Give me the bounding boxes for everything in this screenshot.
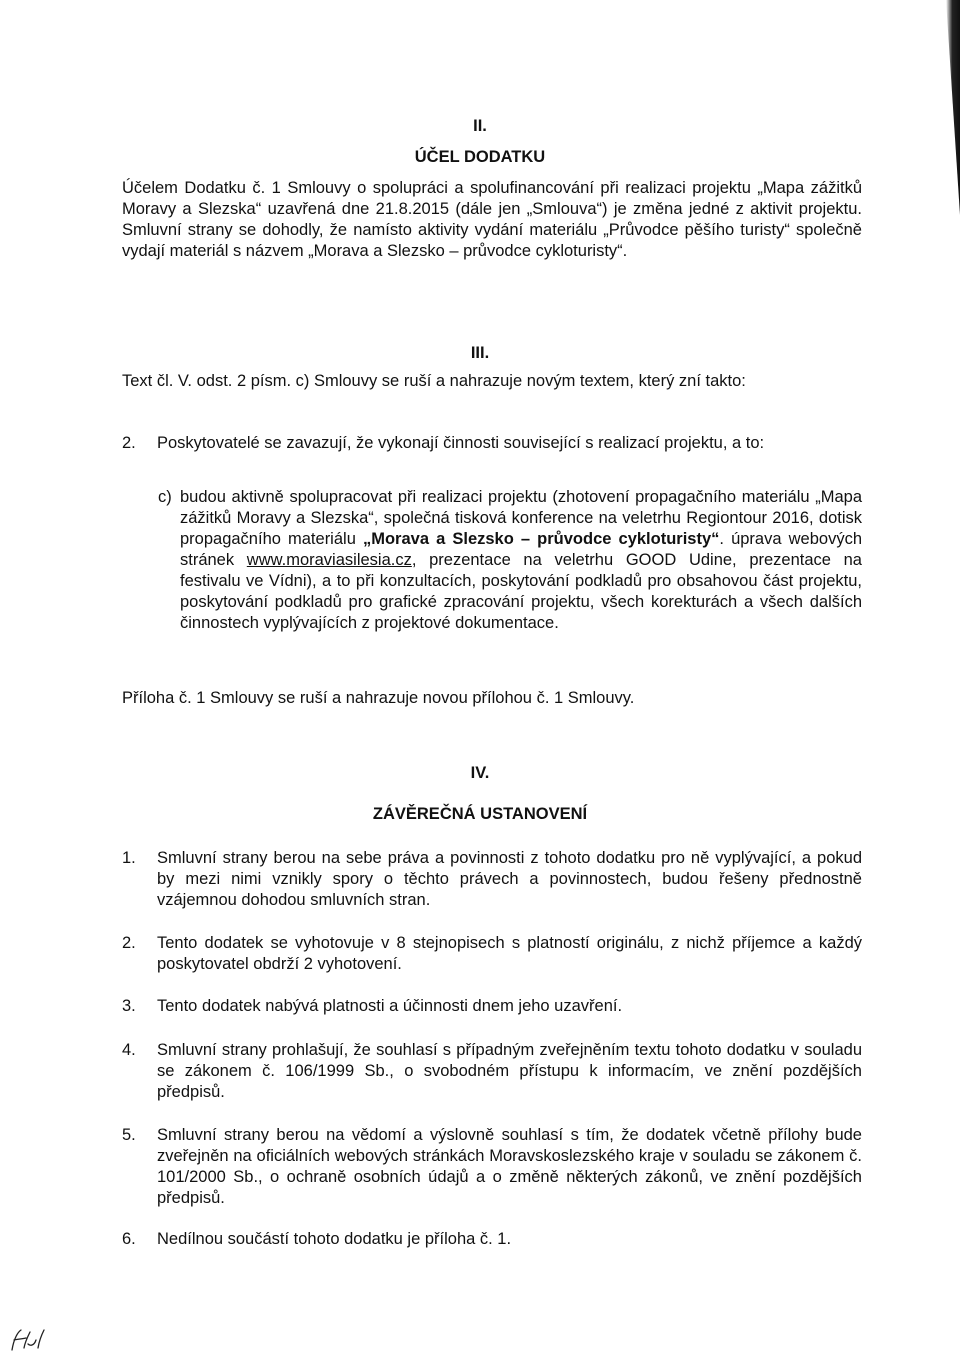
sub-text bbox=[180, 487, 862, 634]
section-2-numeral: II. bbox=[473, 117, 487, 135]
scan-shadow-edge bbox=[946, 0, 960, 215]
item-text: Smluvní strany berou na vědomí a výslovně souhlasí s tím, že dodatek včetně přílohy bude zveřejněn na oficiálních webových stránkách Moravskoslezského kraje v souladu se zákonem č. 101/2000 Sb., o ochraně osobních údajů a o změně některých zákonů, ve znění pozdějších předpisů. bbox=[157, 1126, 862, 1207]
item-text: Poskytovatelé se zavazují, že vykonají činnosti související s realizací projektu, a to: bbox=[157, 434, 765, 452]
item-number: 2. bbox=[122, 934, 136, 952]
item-number: 4. bbox=[122, 1041, 136, 1059]
sub-text-part-2: . úprava webových stránek bbox=[180, 530, 862, 569]
item-number: 5. bbox=[122, 1126, 136, 1144]
sub-letter: c) bbox=[158, 488, 172, 506]
handwritten-initials-signature bbox=[8, 1326, 52, 1354]
section-3-numeral: III. bbox=[470, 344, 490, 362]
section-3-intro: Text čl. V. odst. 2 písm. c) Smlouvy se ruší a nahrazuje novým textem, který zní takto: bbox=[122, 372, 746, 390]
item-text: Smluvní strany prohlašují, že souhlasí s případným zveřejněním textu tohoto dodatku v souladu se zákonem č. 106/1999 Sb., o svobodném přístupu k informacím, ve znění pozdějších předpisů. bbox=[157, 1041, 862, 1101]
section-2-heading: ÚČEL DODATKU bbox=[414, 148, 546, 166]
section-4-numeral: IV. bbox=[470, 764, 490, 782]
item-text: Smluvní strany berou na sebe práva a povinnosti z tohoto dodatku pro ně vyplývající, a pokud by mezi nimi vznikly spory o těchto právech a povinnostech, budou řešeny přednostně vzájemnou dohodou smluvních stran. bbox=[157, 849, 862, 909]
item-number: 3. bbox=[122, 997, 136, 1015]
item-text: Tento dodatek nabývá platnosti a účinnosti dnem jeho uzavření. bbox=[157, 997, 623, 1015]
section-2-paragraph: Účelem Dodatku č. 1 Smlouvy o spolupráci a spolufinancování při realizaci projektu „Mapa zážitků Moravy a Slezska“ uzavřená dne 21.8.2015 (dále jen „Smlouva“) je změna jedné z aktivit projektu. Smluvní strany se dohodly, že namísto aktivity vydání materiálu „Průvodce pěšího turisty“ společně vydají materiál s názvem „Morava a Slezsko – průvodce cykloturisty“. bbox=[122, 179, 862, 260]
item-number: 2. bbox=[122, 434, 136, 452]
item-text: Nedílnou součástí tohoto dodatku je příloha č. 1. bbox=[157, 1230, 512, 1248]
item-text: Tento dodatek se vyhotovuje v 8 stejnopisech s platností originálu, z nichž příjemce a každý poskytovatel obdrží 2 vyhotovení. bbox=[157, 934, 862, 973]
website-link[interactable]: www.moraviasilesia.cz bbox=[246, 551, 412, 569]
sub-text-bold-title: „Morava a Slezsko – průvodce cykloturisty“ bbox=[362, 530, 720, 548]
sub-text-part-3: , prezentace na veletrhu GOOD Udine, prezentace na festivalu ve Vídni), a to při konzultacích, poskytování podkladů pro obsahovou část projektu, poskytování podkladů pro grafické zpracování projektu, všech korekturách a všech dalších činnostech vyplývajících z projektové dokumentace. bbox=[180, 551, 862, 632]
item-number: 6. bbox=[122, 1230, 136, 1248]
annex-sentence: Příloha č. 1 Smlouvy se ruší a nahrazuje novou přílohou č. 1 Smlouvy. bbox=[122, 689, 635, 707]
item-number: 1. bbox=[122, 849, 136, 867]
sub-text-part-1: budou aktivně spolupracovat při realizaci projektu (zhotovení propagačního materiálu „Mapa zážitků Moravy a Slezska“, společná tisková konference na veletrhu Regiontour 2016, dotisk propagačního materiálu bbox=[180, 488, 862, 548]
section-4-heading: ZÁVĚREČNÁ USTANOVENÍ bbox=[372, 805, 588, 823]
